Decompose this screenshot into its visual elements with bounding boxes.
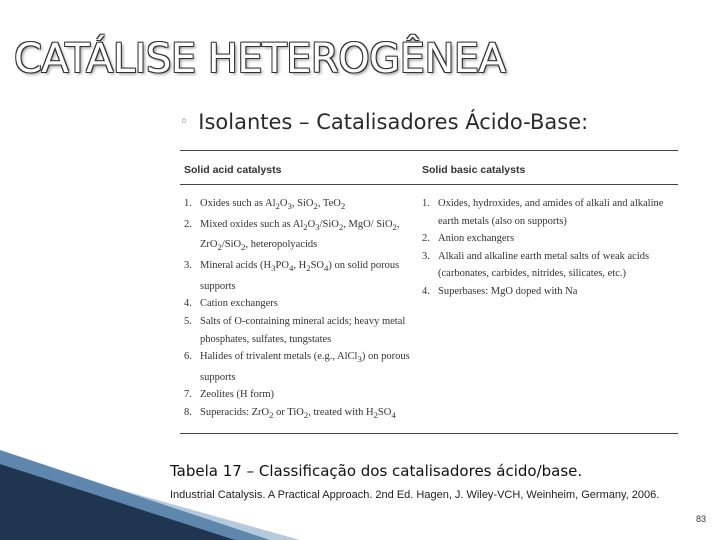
basic-item-text: Anion exchangers xyxy=(438,233,515,245)
header-acid: Solid acid catalysts xyxy=(184,164,282,176)
acid-item xyxy=(184,386,422,404)
slide-title: CATÁLISE HETEROGÊNEA xyxy=(14,36,506,82)
acid-item-text: Salts of O-containing mineral acids; heavy metal phosphates, sulfates, tungstates xyxy=(200,315,406,345)
basic-item-text: Oxides, hydroxides, and amides of alkali and alkaline earth metals (also on supports) xyxy=(438,198,664,227)
basic-item-number: 3. xyxy=(422,250,430,262)
acid-catalyst-list xyxy=(184,195,422,425)
acid-item-number: 3. xyxy=(184,260,192,272)
acid-item-text: Cation exchangers xyxy=(200,298,278,310)
acid-item xyxy=(184,348,422,386)
header-basic: Solid basic catalysts xyxy=(422,164,526,176)
acid-item-number: 7. xyxy=(184,389,192,401)
acid-item-text: Mixed oxides such as $Al_2O_3/SiO_2$, MgO/ SiO$_2$, ZrO$_2$/SiO$_2$, heteropolyacids xyxy=(200,218,400,253)
acid-item-number: 2. xyxy=(184,218,192,230)
acid-item xyxy=(184,257,422,295)
basic-item xyxy=(422,230,678,248)
acid-item xyxy=(184,295,422,313)
page-number: 83 xyxy=(695,514,706,524)
acid-item-number: 1. xyxy=(184,198,192,209)
catalyst-table xyxy=(180,150,678,434)
acid-item xyxy=(184,313,422,348)
basic-item-number: 4. xyxy=(422,285,430,297)
source-citation: Industrial Catalysis. A Practical Approach. 2nd Ed. Hagen, J. Wiley-VCH, Weinheim, Germany, 2006. xyxy=(170,489,660,501)
acid-item xyxy=(184,195,422,216)
basic-item xyxy=(422,283,678,301)
basic-item-number: 1. xyxy=(422,198,430,209)
acid-item-text: Oxides such as $Al_2O_3$, SiO$_2$, TeO$_2$ xyxy=(200,198,346,212)
acid-item xyxy=(184,404,422,425)
acid-item-text: Halides of trivalent metals (e.g., AlCl$_3$) on porous supports xyxy=(200,351,410,383)
acid-item-number: 4. xyxy=(184,298,192,310)
bullet-ring-icon: ◦ xyxy=(180,114,189,130)
acid-item-number: 6. xyxy=(184,351,192,363)
bullet-text: Isolantes – Catalisadores Ácido-Base: xyxy=(198,110,589,134)
acid-item-text: Zeolites (H form) xyxy=(200,389,275,401)
basic-item xyxy=(422,195,678,230)
basic-item-number: 2. xyxy=(422,233,430,245)
acid-item-number: 8. xyxy=(184,407,192,418)
table-body xyxy=(180,185,678,433)
table-caption: Tabela 17 – Classificação dos catalisadores ácido/base. xyxy=(170,462,583,480)
table-header-row xyxy=(180,151,678,184)
acid-item xyxy=(184,216,422,257)
basic-item-text: Alkali and alkaline earth metal salts of weak acids (carbonates, carbides, nitrides, silicates, etc.) xyxy=(438,250,650,280)
acid-item-text: Superacids: ZrO$_2$ or TiO$_2$, treated with $H_2SO_4$ xyxy=(200,407,396,421)
bullet-point xyxy=(180,110,588,134)
basic-item xyxy=(422,248,678,283)
table-bottom-rule xyxy=(180,433,678,434)
acid-item-number: 5. xyxy=(184,315,192,327)
basic-catalyst-list xyxy=(422,195,678,425)
acid-item-text: Mineral acids ($H_3PO_4$, $H_2SO_4$) on solid porous supports xyxy=(200,260,400,292)
basic-item-text: Superbases: MgO doped with Na xyxy=(438,285,578,297)
